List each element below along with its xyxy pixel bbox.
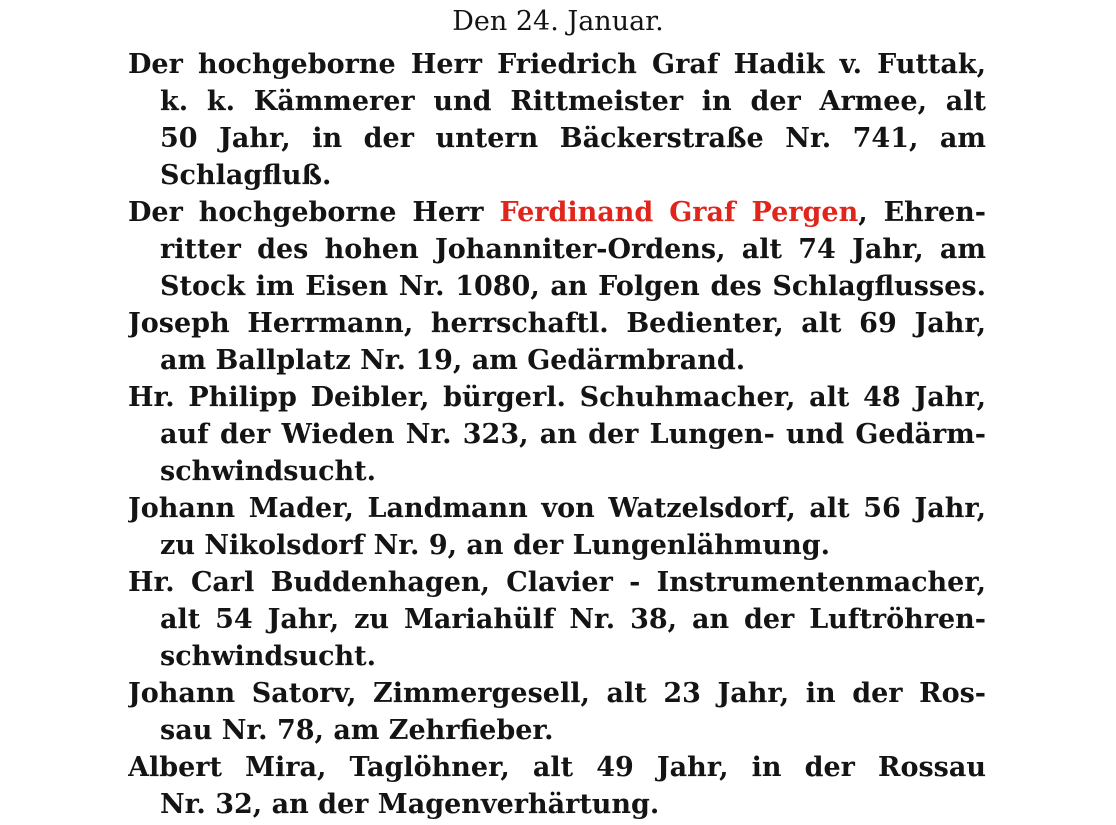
entry-2-line-1 xyxy=(128,195,986,231)
entry-7-line-2: sau Nr. 78, am Zehrfieber. xyxy=(160,715,554,746)
entry-7-line-1: Johann Satorv, Zimmergesell, alt 23 Jahr, in der Ros- xyxy=(128,678,986,709)
entry-4-line-2: auf der Wieden Nr. 323, an der Lungen- und Gedärm- xyxy=(160,419,986,450)
entry-3-line-2: am Ballplatz Nr. 19, am Gedärmbrand. xyxy=(160,345,746,376)
entry-2-line-3: Stock im Eisen Nr. 1080, an Folgen des Schlagflusses. xyxy=(160,271,986,302)
entry-1-line-1: Der hochgeborne Herr Friedrich Graf Hadik v. Futtak, xyxy=(128,49,986,80)
entry-4-line-1: Hr. Philipp Deibler, bürgerl. Schuhmacher, alt 48 Jahr, xyxy=(128,382,986,413)
entry-5-line-2: zu Nikolsdorf Nr. 9, an der Lungenlähmung. xyxy=(160,530,831,561)
entry-1-line-4: Schlagfluß. xyxy=(160,160,332,191)
entry-2-line-1-after: , Ehren- xyxy=(858,197,986,228)
entry-2-line-2: ritter des hohen Johanniter-Ordens, alt 74 Jahr, am xyxy=(160,234,986,265)
date-heading: Den 24. Januar. xyxy=(452,6,664,37)
entry-5-line-1: Johann Mader, Landmann von Watzelsdorf, alt 56 Jahr, xyxy=(128,493,986,524)
highlighted-name: Ferdinand Graf Pergen xyxy=(499,197,859,228)
entry-6-line-3: schwindsucht. xyxy=(160,641,377,672)
entry-6-line-1: Hr. Carl Buddenhagen, Clavier - Instrumentenmacher, xyxy=(128,567,986,598)
entry-6-line-2: alt 54 Jahr, zu Mariahülf Nr. 38, an der Luftröhren- xyxy=(160,604,986,635)
entry-1-line-2: k. k. Kämmerer und Rittmeister in der Armee, alt xyxy=(160,86,986,117)
entry-3-line-1: Joseph Herrmann, herrschaftl. Bedienter, alt 69 Jahr, xyxy=(128,308,986,339)
entry-8-line-2: Nr. 32, an der Magenverhärtung. xyxy=(160,789,660,820)
entry-8-line-1: Albert Mira, Taglöhner, alt 49 Jahr, in der Rossau xyxy=(128,752,986,783)
entry-2-line-1-before: Der hochgeborne Herr xyxy=(128,197,500,228)
entry-1-line-3: 50 Jahr, in der untern Bäckerstraße Nr. 741, am xyxy=(160,123,986,154)
entry-4-line-3: schwindsucht. xyxy=(160,456,377,487)
